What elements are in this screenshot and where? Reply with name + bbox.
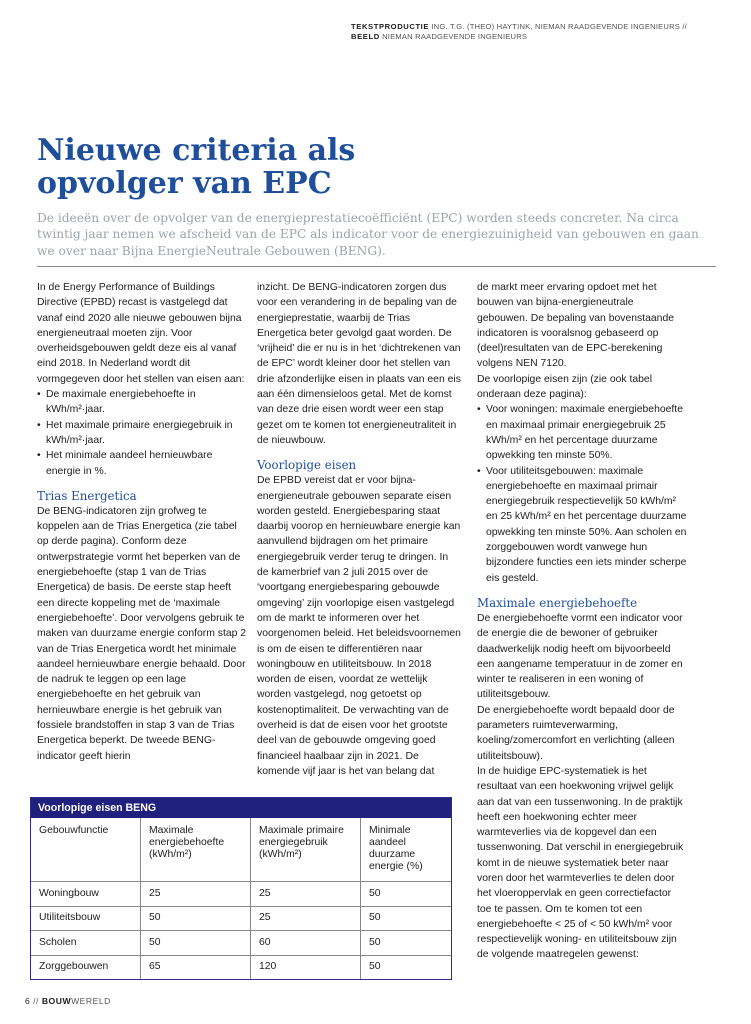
table-cell: Zorggebouwen: [39, 961, 109, 973]
list-item: • De maximale energiebehoefte in kWh/m²·jaar.: [37, 387, 247, 418]
table-header-row: [31, 818, 451, 882]
table-cell: 25: [251, 906, 361, 931]
footer-separator: //: [33, 996, 39, 1006]
section-heading-voorlopige-eisen: Voorlopige eisen: [257, 458, 357, 473]
data-table: [31, 818, 451, 979]
table-cell: Woningbouw: [31, 882, 141, 907]
table-cell: 120: [251, 955, 361, 979]
table-row: [31, 955, 451, 979]
table-cell: 50: [141, 906, 251, 931]
text-column-2: [257, 280, 462, 779]
paragraph: In de Energy Performance of Buildings Directive (EPBD) recast is vastgelegd dat vanaf eind 2020 alle nieuwe gebouwen bijna energieneutraal moeten zijn. Voor overheidsgebouwen geldt deze eis al vanaf eind 2018. In Nederland wordt dit vormgegeven door het stellen van eisen aan:: [37, 282, 245, 385]
credits-text-authors: ING. T.G. (THEO) HAYTINK, NIEMAN RAADGEVENDE INGENIEURS //: [429, 22, 687, 31]
table-row: [31, 882, 451, 907]
table-cell: 50: [361, 882, 452, 907]
credits-image-label: BEELD: [351, 32, 380, 41]
column-header: Gebouwfunctie: [31, 818, 141, 882]
table-cell: 50: [361, 931, 452, 956]
column-header: Minimale aandeel duurzame energie (%): [361, 818, 452, 882]
list-item: • Het minimale aandeel hernieuwbare energie in %.: [37, 448, 247, 479]
table-cell: Utiliteitsbouw: [31, 906, 141, 931]
paragraph: de markt meer ervaring opdoet met het bouwen van bijna-energieneutrale gebouwen. De bepaling van bovenstaande indicatoren is vooralsnog gebaseerd op (deel)resultaten van de EPC-berekening volgens NEN 7120.: [477, 282, 675, 370]
list-item: • Voor woningen: maximale energiebehoefte en maximaal primair energiegebruik 25 kWh/m² en het percentage duurzame opwekking ten minste 50%.: [477, 402, 687, 463]
magazine-name-rest: WERELD: [71, 996, 111, 1006]
section-heading-maximale-energiebehoefte: Maximale energiebehoefte: [477, 595, 638, 610]
table-cell: 65: [141, 955, 251, 979]
paragraph: De energiebehoefte vormt een indicator voor de energie die de bewoner of gebruiker daadwerkelijk nodig heeft om bijvoorbeeld een aangename temperatuur in de zomer en winter te realiseren in een woning of utiliteitsgebouw.: [477, 612, 683, 701]
list-item: • Voor utiliteitsgebouwen: maximale energiebehoefte en maximaal primair energiegebruik respectievelijk 50 kWh/m² en 25 kWh/m² en het percentage duurzame opwekking ten minste 50%. Aan scholen en zorggebouwen wordt vanwege hun bijzondere functies een iets minder scherpe eis gesteld.: [477, 464, 687, 586]
text-column-3: [477, 280, 687, 963]
table-row: [31, 931, 451, 956]
table-cell: 50: [361, 906, 452, 931]
paragraph: In de huidige EPC-systematiek is het resultaat van een hoekwoning vrijwel gelijk aan dat van een tussenwoning. In de praktijk heeft een hoekwoning echter meer warmteverlies via de kopgevel dan een tussenwoning. Dat verschil in energiegebruik komt in de nieuwe systematiek beter naar voren door het warmteverlies te delen door het vloeroppervlak en geen correctiefactor toe te passen. Om te komen tot een energiebehoefte < 25 of < 50 kWh/m² voor respectievelijk woning- en utiliteitsbouw zijn de volgende maatregelen gewenst:: [477, 765, 684, 961]
beng-requirements-table: [30, 797, 452, 980]
article-title: Nieuwe criteria als opvolger van EPC: [37, 133, 356, 201]
paragraph: De energiebehoefte wordt bepaald door de parameters ruimteverwarming, koeling/zomercomfort en verlichting (alleen utiliteitsbouw).: [477, 704, 675, 762]
paragraph: De EPBD vereist dat er voor bijna-energieneutrale gebouwen separate eisen worden gesteld. Energiebesparing staat daarbij voorop en hernieuwbare energie kan aanvullend bijdragen om het primaire energiegebruik verder terug te dringen. In de kamerbrief van 2 juli 2015 over de ‘voortgang energiebesparing gebouwde omgeving’ zijn voorlopige eisen vastgelegd om de markt te informeren over het voorgenomen beleid. Het beleidsvoornemen is om de eisen te differentiëren naar woningbouw en utiliteitsbouw. In 2018 worden de eisen, voordat ze wettelijk worden vastgelegd, nog getoetst op kostenoptimaliteit. De verwachting van de overheid is dat de eisen voor het grootste deel van de gebouwde omgeving goed financieel haalbaar zijn in 2021. De komende vijf jaar is het van belang dat: [257, 475, 461, 777]
table-row: [31, 906, 451, 931]
article-lead: De ideeën over de opvolger van de energieprestatiecoëfficiënt (EPC) worden steeds concreter. Na circa twintig jaar nemen we afscheid van de EPC als indicator voor de energiezuinigheid van gebouwen en gaan we over naar Bijna EnergieNeutrale Gebouwen (BENG).: [37, 211, 699, 258]
paragraph: De voorlopige eisen zijn (zie ook tabel onderaan deze pagina):: [477, 373, 653, 401]
text-column-1: [37, 280, 247, 764]
column-header: Maximale primaire energiegebruik (kWh/m²): [251, 818, 361, 882]
credits: [351, 22, 687, 42]
section-heading-trias: Trias Energetica: [37, 488, 137, 503]
table-cell: 25: [141, 882, 251, 907]
paragraph: De BENG-indicatoren zijn grofweg te koppelen aan de Trias Energetica (zie tabel op derde pagina). Conform deze ontwerpstrategie vormt het beperken van de energiebehoefte (stap 1 van de Trias Energetica) de basis. De eerste stap heeft een directe koppeling met de ‘maximale energiebehoefte’. Door vervolgens gebruik te maken van duurzame energie conform stap 2 van de Trias Energetica wordt het minimale aandeel hernieuwbare energie behaald. Door de nadruk te leggen op een lage energiebehoefte en het gebruik van hernieuwbare energie is het gebruik van fossiele brandstoffen in stap 3 van de Trias Energetica beperkt. De tweede BENG-indicator geeft hierin: [37, 505, 247, 762]
page-number: 6: [25, 996, 31, 1006]
credits-image-source: NIEMAN RAADGEVENDE INGENIEURS: [379, 32, 528, 41]
lead-divider: [37, 266, 716, 267]
table-cell: 25: [251, 882, 361, 907]
credits-text-label: TEKSTPRODUCTIE: [351, 22, 430, 31]
table-title: Voorlopige eisen BENG: [31, 798, 451, 818]
paragraph: inzicht. De BENG-indicatoren zorgen dus voor een verandering in de bepaling van de energieprestatie, waarbij de Trias Energetica beter gevolgd gaat worden. De ‘vrijheid’ die er nu is in het ‘dichtrekenen van de EPC’ wordt kleiner door het stellen van drie afzonderlijke eisen in plaats van een eis aan één dimensieloos getal. Met de komst van deze drie eisen wordt weer een stap gezet om te komen tot energieneutraliteit in de nieuwbouw.: [257, 282, 461, 446]
table-cell: 50: [361, 955, 452, 979]
bullet-list: [37, 387, 247, 479]
table-cell: 50: [141, 931, 251, 956]
table-cell: Scholen: [31, 931, 141, 956]
page-footer: [25, 996, 111, 1006]
list-item: • Het maximale primaire energiegebruik in kWh/m²·jaar.: [37, 418, 247, 449]
column-header: Maximale energiebehoefte (kWh/m²): [141, 818, 251, 882]
bullet-list: [477, 402, 687, 586]
magazine-name-bold: BOUW: [41, 996, 72, 1006]
table-cell: 60: [251, 931, 361, 956]
